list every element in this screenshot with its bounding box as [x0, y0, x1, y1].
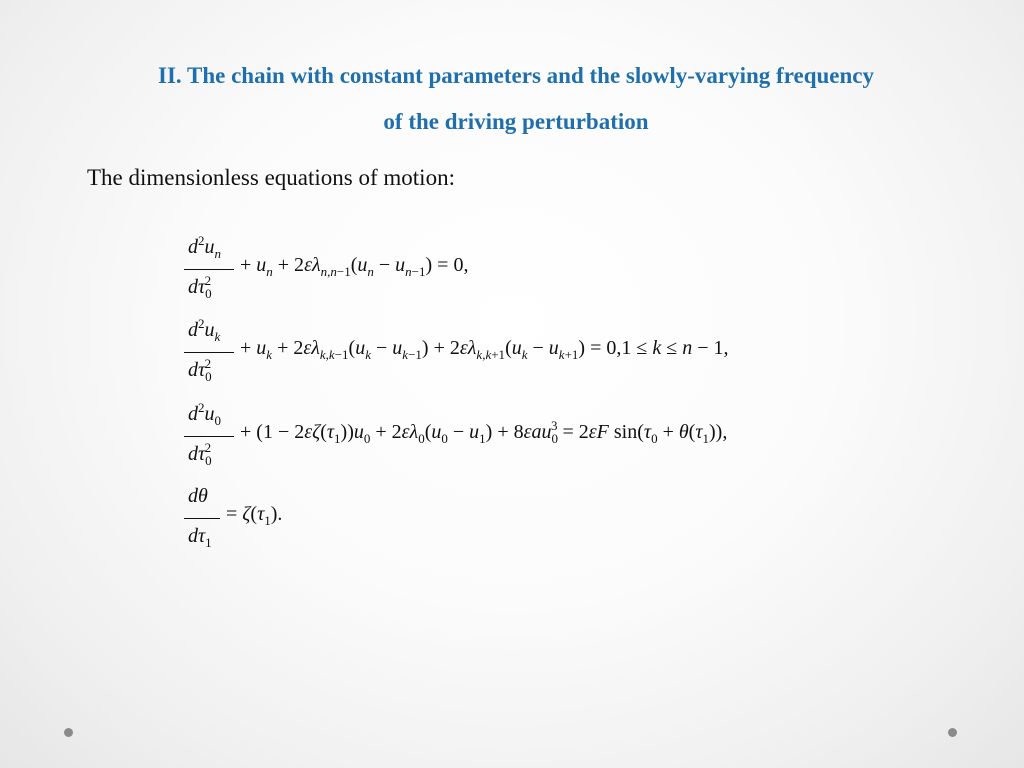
equation-3-denominator: $d\tau_0^2$ — [188, 440, 212, 468]
equation-1-numerator: $d^2u_n$ — [188, 233, 221, 261]
fraction-bar — [184, 436, 234, 437]
equation-3-rhs: + $(1 - 2\varepsilon\zeta(\tau_1))u_0 + 2\varepsilon\lambda_0(u_0 - u_1) + 8\varepsilon au_0^3 = 2\varepsilon F$ $\sin(\tau_0 + \theta(\tau_1))$, — [240, 418, 728, 446]
equation-4-denominator: $d\tau_1$ — [188, 525, 212, 550]
equation-1-rhs: + $u_n + 2\varepsilon\lambda_{n,n-1}(u_n - u_{n-1}) = 0$, — [240, 254, 469, 279]
corner-dot-left — [64, 728, 73, 737]
equation-1-denominator: $d\tau_0^2$ — [188, 273, 212, 301]
fraction-bar — [184, 269, 234, 270]
fraction-bar — [184, 352, 234, 353]
corner-dot-right — [948, 728, 957, 737]
slide-title-line-1: II. The chain with constant parameters and the slowly-varying frequency — [158, 63, 874, 88]
intro-text: The dimensionless equations of motion: — [87, 165, 455, 190]
equation-2-denominator: $d\tau_0^2$ — [188, 356, 212, 384]
equation-2-rhs: + $u_k + 2\varepsilon\lambda_{k,k-1}(u_k - u_{k-1}) + 2\varepsilon\lambda_{k,k+1}(u_k - u_{k+1}) = 0,1 \le k \le n - 1$, — [240, 337, 729, 362]
fraction-bar — [184, 518, 220, 519]
slide-title-line-2: of the driving perturbation — [383, 109, 649, 134]
equation-4-numerator: dθ — [188, 485, 208, 507]
equation-4-rhs: = $\zeta(\tau_1)$. — [226, 503, 283, 528]
equation-2-numerator: $d^2u_k$ — [188, 316, 221, 344]
equation-3-numerator: $d^2u_0$ — [188, 400, 221, 428]
